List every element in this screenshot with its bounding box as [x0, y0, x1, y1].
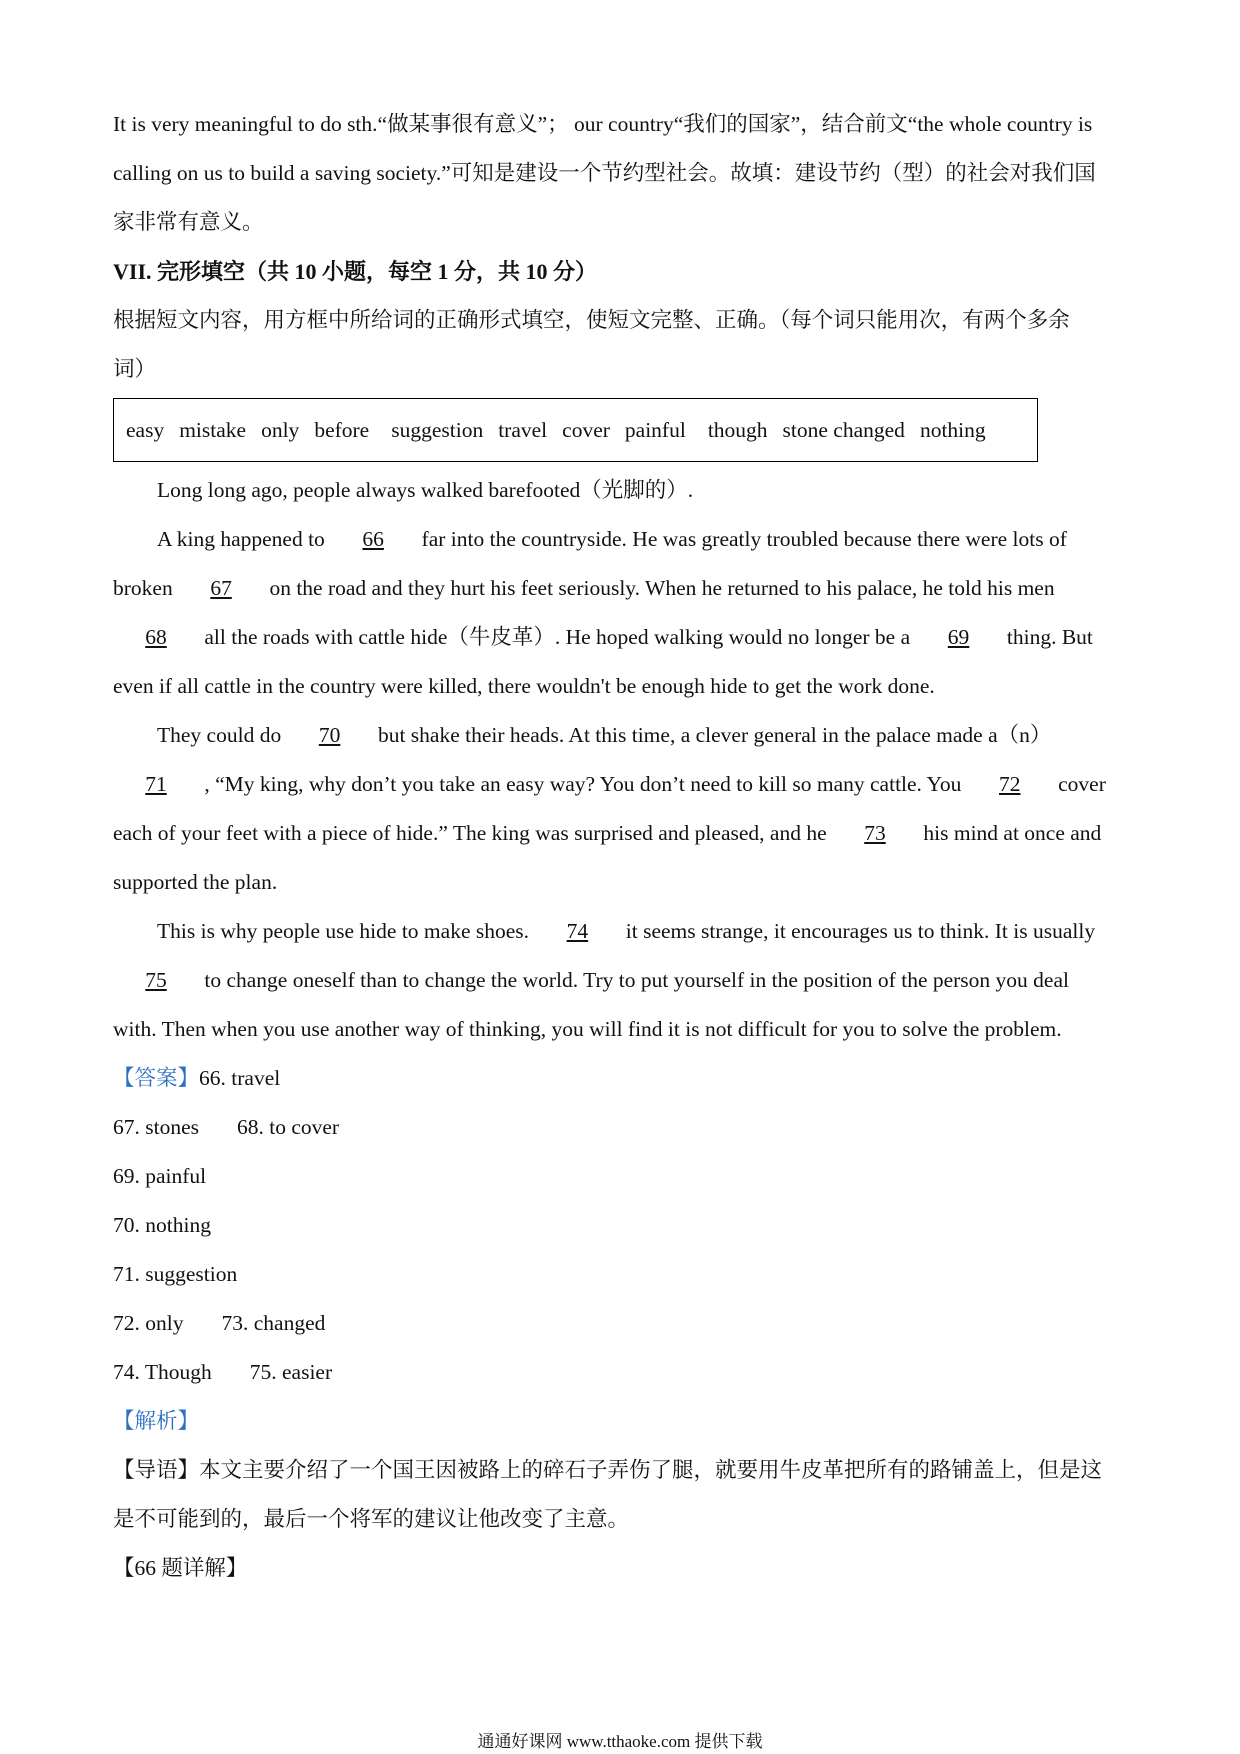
- word-box-item: though: [707, 417, 768, 442]
- answer-row: [113, 1348, 1133, 1397]
- blank-71: 71: [145, 772, 167, 796]
- blank-70: 70: [318, 723, 341, 747]
- passage-paragraph-1: Long long ago, people always walked barefooted（光脚的）.: [157, 478, 694, 502]
- intro-line-2: calling on us to build a saving society.”可知是建设一个节约型社会。故填：建设节约（型）的社会对我们国: [113, 161, 1096, 185]
- answer-item: 75. easier: [249, 1360, 333, 1384]
- passage-line: broken 67 on the road and they hurt his feet seriously. When he returned to his palace, he told his men: [113, 564, 1133, 613]
- blank-69: 69: [947, 625, 970, 649]
- blank-67: 67: [210, 576, 232, 600]
- word-box-item: only: [261, 417, 300, 442]
- footer-source: 通通好课网 www.tthaoke.com 提供下载: [477, 1732, 763, 1751]
- word-box-item: cover: [562, 417, 610, 442]
- passage-line: 68 all the roads with cattle hide（牛皮革）. He hoped walking would no longer be a 69 thing. But: [113, 613, 1133, 662]
- answer-row: [113, 1299, 1133, 1348]
- word-box-item: stone changed: [782, 417, 905, 442]
- detail-66-heading: 【66 题详解】: [113, 1556, 248, 1580]
- answer-row: [113, 1054, 1133, 1103]
- passage-line: 71 , “My king, why don’t you take an easy way? You don’t need to kill so many cattle. You 72 cover: [113, 760, 1133, 809]
- word-box-item: mistake: [179, 417, 247, 442]
- guide-line-1: 【导语】本文主要介绍了一个国王因被路上的碎石子弄伤了腿，就要用牛皮革把所有的路铺盖上，但是这: [113, 1458, 1103, 1482]
- passage-line: with. Then when you use another way of thinking, you will find it is not difficult for you to solve the problem.: [113, 1017, 1062, 1041]
- blank-68: 68: [145, 625, 167, 649]
- blank-73: 73: [864, 821, 886, 845]
- document-page: [113, 100, 1133, 1593]
- blank-72: 72: [999, 772, 1021, 796]
- answer-item: 69. painful: [113, 1164, 207, 1188]
- word-box-item: nothing: [919, 417, 986, 442]
- passage-line: 75 to change oneself than to change the world. Try to put yourself in the position of the person you deal: [113, 956, 1133, 1005]
- blank-74: 74: [566, 919, 589, 943]
- word-box-item: easy: [126, 417, 165, 442]
- section-title: VII. 完形填空（共 10 小题，每空 1 分，共 10 分）: [113, 259, 598, 284]
- answer-item: 74. Though: [113, 1360, 212, 1384]
- blank-66: 66: [362, 527, 384, 551]
- answer-item: 70. nothing: [113, 1213, 211, 1237]
- guide-line-2: 是不可能到的，最后一个将军的建议让他改变了主意。: [113, 1507, 630, 1531]
- intro-line-1: It is very meaningful to do sth.“做某事很有意义”； our country“我们的国家”，结合前文“the whole country is: [113, 112, 1093, 136]
- answer-item: 72. only: [113, 1311, 184, 1335]
- passage-line: each of your feet with a piece of hide.” The king was surprised and pleased, and he 73 his mind at once and: [113, 809, 1133, 858]
- passage-line: This is why people use hide to make shoes. 74 it seems strange, it encourages us to think. It is usually: [113, 907, 1133, 956]
- intro-line-3: 家非常有意义。: [113, 210, 264, 234]
- blank-75: 75: [145, 968, 167, 992]
- answer-label: 【答案】: [113, 1066, 200, 1090]
- answer-row: [113, 1103, 1133, 1152]
- answer-item: 66. travel: [199, 1066, 281, 1090]
- analysis-label: 【解析】: [113, 1409, 200, 1433]
- answer-item: 71. suggestion: [113, 1262, 238, 1286]
- word-box: [113, 398, 1038, 462]
- word-box-item: suggestion: [391, 417, 484, 442]
- instruction-line-2: 词）: [113, 357, 157, 381]
- passage-line: A king happened to 66 far into the countryside. He was greatly troubled because there were lots of: [113, 515, 1133, 564]
- word-box-item: before: [314, 417, 370, 442]
- answer-item: 67. stones: [113, 1115, 199, 1139]
- word-box-item: painful: [624, 417, 686, 442]
- instruction-line-1: 根据短文内容，用方框中所给词的正确形式填空，使短文完整、正确。（每个词只能用次，有两个多余: [113, 308, 1070, 332]
- answer-item: 68. to cover: [237, 1115, 340, 1139]
- word-box-item: travel: [498, 417, 548, 442]
- passage-line: They could do 70 but shake their heads. At this time, a clever general in the palace made a（n）: [113, 711, 1133, 760]
- answer-item: 73. changed: [221, 1311, 326, 1335]
- passage-line: even if all cattle in the country were killed, there wouldn't be enough hide to get the work done.: [113, 674, 935, 698]
- passage-line: supported the plan.: [113, 870, 278, 894]
